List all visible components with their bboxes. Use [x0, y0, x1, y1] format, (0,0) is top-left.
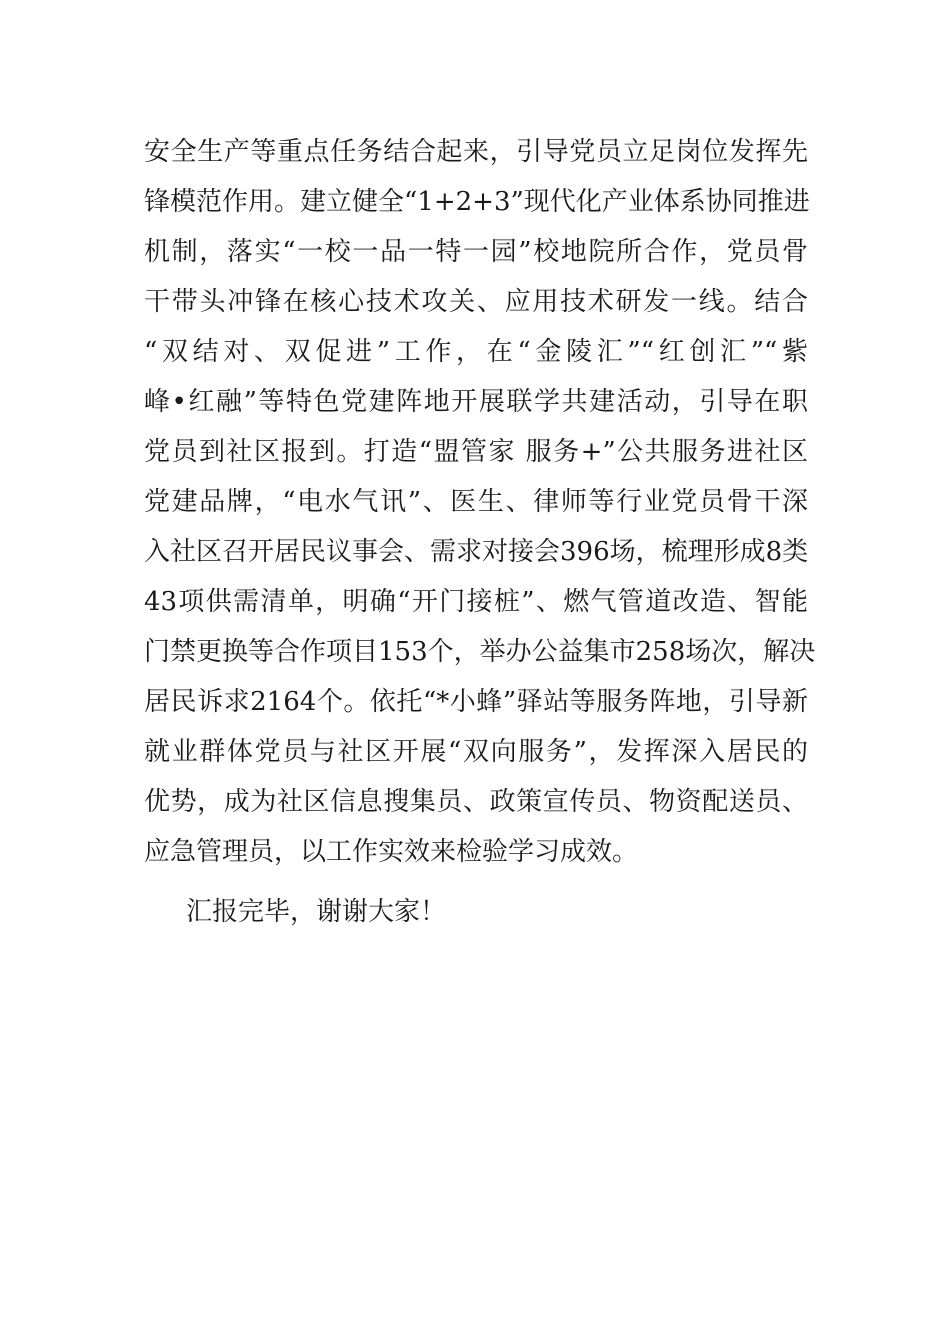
paragraph-line: 机制，落实“一校一品一特一园”校地院所合作，党员骨: [144, 237, 808, 267]
paragraph-line: 就业群体党员与社区开展“双向服务”，发挥深入居民的: [144, 737, 808, 767]
paragraph-line: 党员到社区报到。打造“盟管家 服务+”公共服务进社区: [144, 437, 808, 467]
paragraph-line: 43项供需清单，明确“开门接桩”、燃气管道改造、智能: [144, 587, 808, 617]
paragraph-line: “双结对、双促进”工作，在“金陵汇”“红创汇”“紫: [144, 337, 808, 367]
closing-remark: 汇报完毕，谢谢大家！: [186, 897, 447, 927]
paragraph-line: 安全生产等重点任务结合起来，引导党员立足岗位发挥先: [144, 137, 808, 167]
paragraph-line: 应急管理员，以工作实效来检验学习成效。: [144, 837, 639, 867]
paragraph-line: 党建品牌，“电水气讯”、医生、律师等行业党员骨干深: [144, 487, 808, 517]
paragraph-line: 居民诉求2164个。依托“*小蜂”驿站等服务阵地，引导新: [144, 687, 808, 717]
paragraph-line: 干带头冲锋在核心技术攻关、应用技术研发一线。结合: [144, 287, 808, 317]
paragraph-line: 锋模范作用。建立健全“1+2+3”现代化产业体系协同推进: [144, 187, 810, 217]
paragraph-line: 峰•红融”等特色党建阵地开展联学共建活动，引导在职: [144, 387, 808, 417]
paragraph-line: 入社区召开居民议事会、需求对接会396场，梳理形成8类: [144, 537, 809, 567]
paragraph-line: 门禁更换等合作项目153个，举办公益集市258场次，解决: [144, 637, 816, 667]
paragraph-line: 优势，成为社区信息搜集员、政策宣传员、物资配送员、: [144, 787, 808, 817]
body-paragraph: [144, 127, 816, 877]
